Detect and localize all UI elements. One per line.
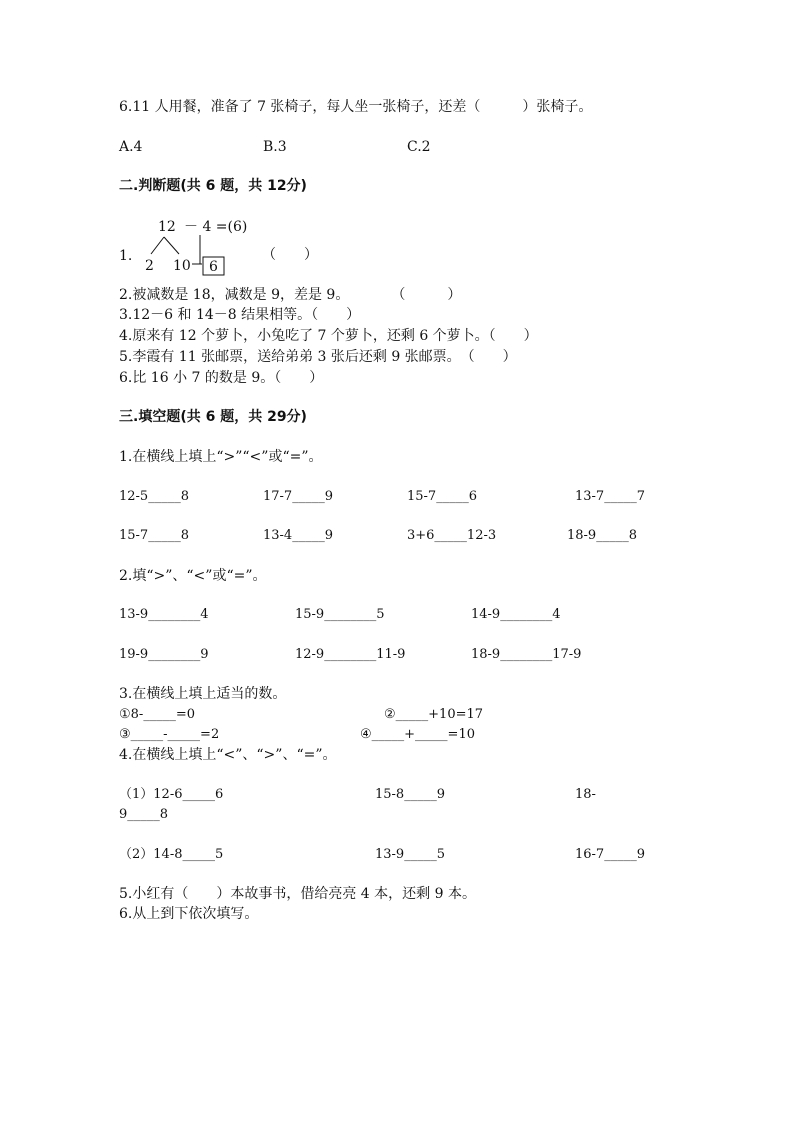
diagram-minuend: 12 <box>158 219 176 235</box>
fill-q4-item-wrap: 9_____8 <box>119 807 169 822</box>
fill-q2-item: 18-9________17-9 <box>471 647 582 662</box>
fill-q1-item: 12-5_____8 <box>119 489 189 504</box>
fill-q2-item: 15-9________5 <box>295 607 385 622</box>
fill-q2-item: 19-9________9 <box>119 647 209 662</box>
judge-item-6: 6.比 16 小 7 的数是 9。（ ） <box>119 370 324 386</box>
fill-q4-item: （1）12-6_____6 <box>119 787 224 802</box>
question-6-stem: 6.11 人用餐，准备了 7 张椅子，每人坐一张椅子，还差（ ）张椅子。 <box>119 99 593 115</box>
fill-q4-item: 13-9_____5 <box>375 847 445 862</box>
fill-q1-item: 3+6_____12-3 <box>407 528 497 543</box>
fill-q2-item: 12-9________11-9 <box>295 647 406 662</box>
fill-q1-item: 13-4_____9 <box>263 528 333 543</box>
diagram-equation-right: － 4 =(6) <box>184 219 248 235</box>
judge-item-4: 4.原来有 12 个萝卜，小兔吃了 7 个萝卜，还剩 6 个萝卜。（ ） <box>119 328 538 344</box>
answer-paren: （ ） <box>262 247 318 263</box>
fill-q2-item: 14-9________4 <box>471 607 561 622</box>
diagram-question-number: 1. <box>119 248 133 264</box>
diagram-part-10: 10 <box>173 258 191 274</box>
fill-q5: 5.小红有（ ）本故事书，借给亮亮 4 本，还剩 9 本。 <box>119 886 476 902</box>
fill-q2-stem: 2.填“>”、“<”或“=”。 <box>119 568 267 584</box>
fill-q1-item: 15-7_____6 <box>407 489 477 504</box>
fill-q1-stem: 1.在横线上填上“>”“<”或“=”。 <box>119 449 323 465</box>
fill-q3-b: ②_____+10=17 <box>384 707 484 722</box>
section3-heading: 三.填空题(共 6 题，共 29分) <box>119 409 307 425</box>
diagram-lines <box>118 214 398 284</box>
fill-q1-item: 13-7_____7 <box>575 489 645 504</box>
fill-q4-item: 18- <box>575 787 596 802</box>
fill-q1-item: 17-7_____9 <box>263 489 333 504</box>
decomposition-diagram <box>118 214 398 284</box>
fill-q6: 6.从上到下依次填写。 <box>119 906 259 922</box>
fill-q1-item: 15-7_____8 <box>119 528 189 543</box>
fill-q3-a: ①8-_____=0 <box>119 707 195 722</box>
option-b: B.3 <box>263 139 287 155</box>
judge-item-3: 3.12－6 和 14－8 结果相等。（ ） <box>119 307 361 323</box>
section2-heading: 二.判断题(共 6 题，共 12分) <box>119 178 307 194</box>
option-c: C.2 <box>407 139 431 155</box>
diagram-part-2: 2 <box>145 258 154 274</box>
option-a: A.4 <box>119 139 143 155</box>
judge-item-5: 5.李霞有 11 张邮票，送给弟弟 3 张后还剩 9 张邮票。 （ ） <box>119 349 517 365</box>
fill-q3-c: ③_____-_____=2 <box>119 727 220 742</box>
fill-q4-stem: 4.在横线上填上“<”、“>”、“=”。 <box>119 747 337 763</box>
fill-q4-item: （2）14-8_____5 <box>119 847 224 862</box>
fill-q4-item: 16-7_____9 <box>575 847 645 862</box>
fill-q3-stem: 3.在横线上填上适当的数。 <box>119 686 287 702</box>
fill-q1-item: 18-9_____8 <box>567 528 637 543</box>
judge-item-2: 2.被减数是 18，减数是 9，差是 9。 （ ） <box>119 287 462 303</box>
fill-q4-item: 15-8_____9 <box>375 787 445 802</box>
fill-q3-d: ④_____+_____=10 <box>360 727 475 742</box>
diagram-box-value: 6 <box>209 259 218 275</box>
fill-q2-item: 13-9________4 <box>119 607 209 622</box>
